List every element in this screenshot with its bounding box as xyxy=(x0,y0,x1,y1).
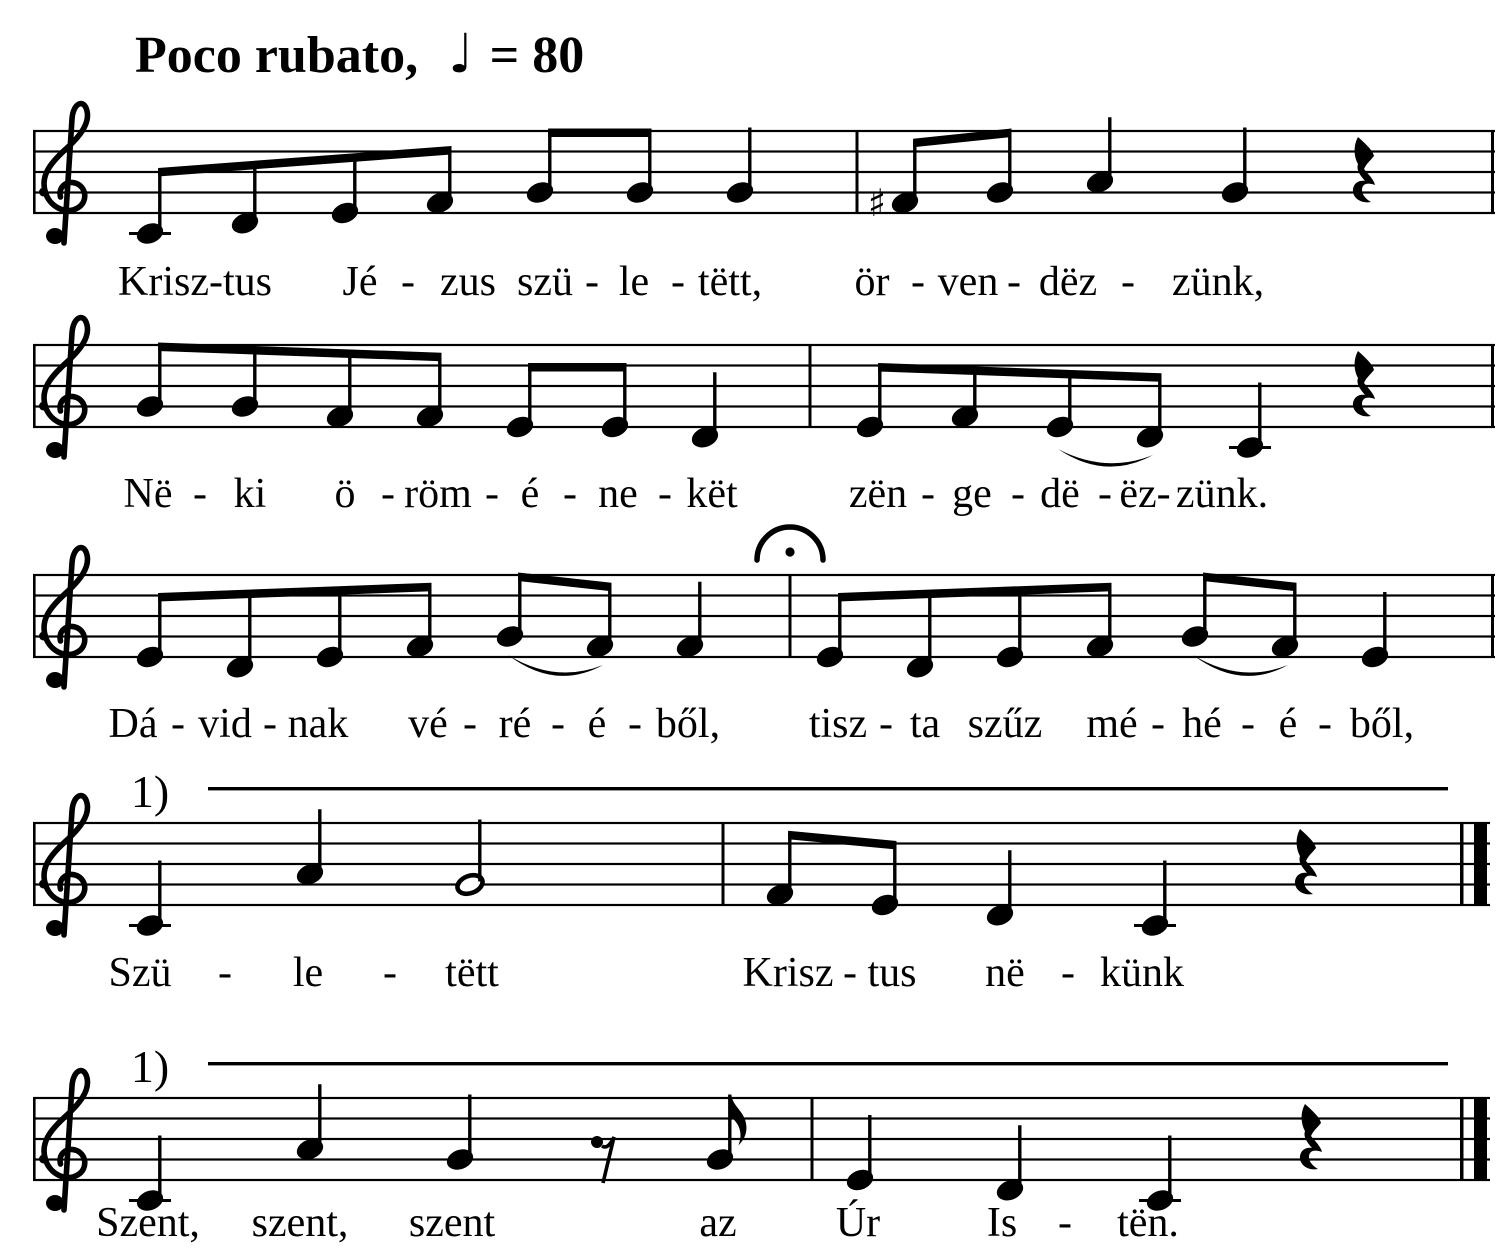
lyric-syllable: - xyxy=(463,701,477,747)
staff-line xyxy=(33,904,1490,906)
fermata-icon xyxy=(757,527,823,560)
lyric-syllable: - xyxy=(218,950,232,996)
treble-clef-spiral-eye xyxy=(39,632,48,641)
lyric-syllable: - xyxy=(1241,701,1255,747)
stem xyxy=(608,585,611,644)
staff-line xyxy=(33,842,1490,844)
lyric-syllable: ré xyxy=(498,701,532,747)
lyric-syllable: - xyxy=(1007,259,1021,305)
lyric-syllable: Në xyxy=(123,471,173,517)
final-barline-thick xyxy=(1474,1098,1487,1180)
stem xyxy=(893,843,896,902)
treble-clef-curve xyxy=(44,318,88,457)
lyric-syllable: ö xyxy=(334,471,356,517)
lyric-syllable: Krisz xyxy=(742,950,834,996)
lyric-syllable: - xyxy=(585,259,599,305)
staff-line xyxy=(33,150,1495,152)
stem xyxy=(788,833,791,892)
final-barline-thin xyxy=(1460,823,1464,905)
lyric-syllable: szent, xyxy=(251,1200,349,1246)
stem xyxy=(973,368,976,413)
lyric-syllable: Szü xyxy=(108,950,172,996)
treble-clef-curve xyxy=(44,548,88,687)
barline xyxy=(856,131,859,213)
staff-line xyxy=(33,1097,1490,1099)
staff-line xyxy=(33,171,1495,173)
stem xyxy=(253,348,256,404)
stem xyxy=(348,351,351,413)
lyric-syllable: szü xyxy=(517,259,573,305)
tempo-value: = 80 xyxy=(489,27,585,84)
lyric-syllable: - xyxy=(921,471,935,517)
lyric-syllable: - xyxy=(1151,701,1165,747)
stem xyxy=(158,170,161,231)
lyric-syllable: - xyxy=(551,701,565,747)
stem xyxy=(1108,117,1111,179)
stem xyxy=(158,345,161,404)
staff-line xyxy=(33,574,1495,576)
lyric-syllable: Is xyxy=(986,1200,1018,1246)
lyric-syllable: szűz xyxy=(967,701,1043,747)
stem xyxy=(1018,1125,1021,1187)
sharp-icon: ♯ xyxy=(867,180,887,225)
stem xyxy=(438,355,441,414)
lyric-syllable: - xyxy=(383,950,397,996)
final-barline-thin xyxy=(1460,1098,1464,1180)
treble-clef-icon xyxy=(39,548,87,688)
lyric-syllable: - xyxy=(843,950,857,996)
volta-line xyxy=(208,1062,1448,1065)
treble-clef-tail-blob xyxy=(46,672,64,688)
stem xyxy=(1008,850,1011,912)
stem xyxy=(1018,588,1021,654)
staff-line xyxy=(33,615,1495,617)
stem xyxy=(748,128,751,190)
barline xyxy=(809,345,812,427)
stem xyxy=(353,155,356,210)
staff-line xyxy=(33,1138,1490,1140)
volta-label: 1) xyxy=(130,766,170,817)
staff-line xyxy=(33,635,1495,637)
staff-line xyxy=(33,883,1490,885)
lyric-syllable: é xyxy=(1278,701,1298,747)
lyric-syllable: - xyxy=(628,701,642,747)
lyric-syllable: zën xyxy=(848,471,908,517)
staff-line xyxy=(33,822,1490,824)
lyric-syllable: ëz- xyxy=(1119,471,1171,517)
stem xyxy=(518,575,521,634)
treble-clef-spiral-eye xyxy=(39,188,48,197)
end-barline xyxy=(1491,345,1494,427)
eighth-rest-dot xyxy=(591,1136,603,1148)
lyric-syllable: ör xyxy=(854,259,890,305)
lyric-syllable: ge xyxy=(952,471,992,517)
beam xyxy=(528,363,626,372)
stem xyxy=(728,1095,731,1157)
treble-clef-curve xyxy=(44,796,88,935)
staff-line xyxy=(33,1158,1490,1160)
stem xyxy=(253,163,256,220)
lyric-syllable: hé xyxy=(1182,701,1222,747)
lyric-syllable: - xyxy=(671,259,685,305)
stem xyxy=(1008,131,1011,190)
tempo-text: Poco rubato, xyxy=(135,27,419,84)
staff-line xyxy=(33,344,1495,346)
stem xyxy=(548,131,551,190)
lyric-syllable: - xyxy=(485,471,499,517)
lyric-syllable: tëtt, xyxy=(697,259,763,305)
system-start-barline xyxy=(33,575,36,657)
lyric-syllable: le xyxy=(292,950,324,996)
stem xyxy=(478,820,481,882)
stem xyxy=(623,365,626,424)
lyric-syllable: le xyxy=(618,259,650,305)
staff-line xyxy=(33,364,1495,366)
barline xyxy=(811,1098,814,1180)
stem xyxy=(1203,575,1206,634)
barline xyxy=(722,823,725,905)
lyric-syllable: - xyxy=(1318,701,1332,747)
lyric-syllable: mé xyxy=(1086,701,1138,747)
lyric-syllable: Krisz-tus xyxy=(118,259,272,305)
stem xyxy=(868,1115,871,1177)
system-start-barline xyxy=(33,131,36,213)
treble-clef-tail-blob xyxy=(46,1195,64,1211)
system-start-barline xyxy=(33,1098,36,1180)
stem xyxy=(713,372,716,434)
treble-clef-tail-blob xyxy=(46,920,64,936)
treble-clef-tail-blob xyxy=(46,228,64,244)
stem xyxy=(318,1084,321,1146)
end-barline xyxy=(1491,131,1494,213)
treble-clef-icon xyxy=(39,104,87,244)
lyric-syllable: Jé xyxy=(342,259,378,305)
beam xyxy=(788,831,896,850)
end-barline xyxy=(1491,575,1494,657)
staff-line xyxy=(33,385,1495,387)
stem xyxy=(158,1136,161,1198)
lyric-syllable: ne xyxy=(598,471,638,517)
quarter-note-icon: ♩ xyxy=(448,22,474,85)
lyric-syllable: - xyxy=(1058,1200,1072,1246)
lyric-syllable: tisz xyxy=(808,701,868,747)
lyric-syllable: - xyxy=(1098,471,1112,517)
lyric-syllable: é xyxy=(520,471,540,517)
lyric-syllable: - xyxy=(879,701,893,747)
lyric-syllable: - xyxy=(193,471,207,517)
lyric-syllable: dëz xyxy=(1038,259,1098,305)
lyric-syllable: ki xyxy=(233,471,267,517)
stem xyxy=(158,861,161,923)
lyric-syllable: ta xyxy=(909,701,941,747)
lyric-syllable: vé xyxy=(408,701,448,747)
lyric-syllable: - xyxy=(401,259,415,305)
final-barline-thick xyxy=(1474,823,1487,905)
stem xyxy=(648,131,651,190)
stem xyxy=(1068,372,1071,424)
stem xyxy=(1168,1136,1171,1198)
stem xyxy=(913,141,916,200)
lyric-syllable: ből, xyxy=(655,701,721,747)
stem xyxy=(428,585,431,644)
lyric-syllable: Szent, xyxy=(96,1200,200,1246)
stem xyxy=(1158,375,1161,434)
lyric-syllable: - xyxy=(563,471,577,517)
lyric-syllable: szent xyxy=(408,1200,496,1246)
stem xyxy=(1258,383,1261,445)
stem xyxy=(928,592,931,665)
lyric-syllable: tus xyxy=(867,950,917,996)
lyric-syllable: zünk, xyxy=(1171,259,1265,305)
treble-clef-spiral-eye xyxy=(39,402,48,411)
treble-clef-curve xyxy=(44,104,88,243)
lyric-syllable: Dá xyxy=(108,701,158,747)
volta-label: 1) xyxy=(130,1041,170,1092)
staff-line xyxy=(33,863,1490,865)
lyric-syllable: - xyxy=(1061,950,1075,996)
lyric-syllable: vid xyxy=(198,701,252,747)
stem xyxy=(698,582,701,644)
treble-clef-tail-blob xyxy=(46,442,64,458)
lyric-syllable: - xyxy=(911,259,925,305)
lyric-syllable: zus xyxy=(440,259,496,305)
lyric-syllable: tën. xyxy=(1117,1200,1179,1246)
stem xyxy=(1108,585,1111,644)
stem xyxy=(838,595,841,654)
beam xyxy=(548,129,651,138)
barline xyxy=(789,575,792,657)
volta-line xyxy=(208,787,1448,790)
lyric-syllable: az xyxy=(699,1200,737,1246)
lyric-syllable: kët xyxy=(686,471,738,517)
stem xyxy=(1383,592,1386,654)
treble-clef-spiral-eye xyxy=(39,880,48,889)
treble-clef-curve xyxy=(44,1071,88,1210)
staff-line xyxy=(33,656,1495,658)
lyric-syllable: nak xyxy=(287,701,349,747)
lyric-syllable: Úr xyxy=(835,1200,881,1246)
stem xyxy=(158,595,161,654)
lyric-syllable: - xyxy=(1011,471,1025,517)
eighth-flag-icon xyxy=(731,1095,746,1146)
slur xyxy=(1058,449,1153,467)
lyric-syllable: tëtt xyxy=(445,950,499,996)
lyric-syllable: zünk. xyxy=(1175,471,1269,517)
beam xyxy=(838,583,1111,602)
lyric-syllable: - xyxy=(1121,259,1135,305)
stem xyxy=(878,365,881,424)
lyric-syllable: në xyxy=(985,950,1025,996)
staff-line xyxy=(33,426,1495,428)
fermata-dot xyxy=(785,547,794,556)
lyric-syllable: - xyxy=(263,701,277,747)
stem xyxy=(468,1095,471,1157)
treble-clef-icon xyxy=(39,796,87,936)
system-start-barline xyxy=(33,823,36,905)
system-start-barline xyxy=(33,345,36,427)
beam xyxy=(158,583,431,602)
staff-line xyxy=(33,1179,1490,1181)
staff-line xyxy=(33,1117,1490,1119)
treble-clef-icon xyxy=(39,1071,87,1211)
stem xyxy=(318,809,321,871)
staff-line xyxy=(33,191,1495,193)
slur xyxy=(1193,655,1288,676)
staff-line xyxy=(33,130,1495,132)
lyric-syllable: röm xyxy=(404,471,472,517)
treble-clef-spiral-eye xyxy=(39,1155,48,1164)
treble-clef-icon xyxy=(39,318,87,458)
stem xyxy=(448,148,451,200)
lyric-syllable: - xyxy=(381,471,395,517)
stem xyxy=(528,365,531,424)
lyric-syllable: - xyxy=(171,701,185,747)
lyric-syllable: künk xyxy=(1100,950,1184,996)
stem xyxy=(1163,861,1166,923)
stem xyxy=(248,592,251,665)
lyric-syllable: - xyxy=(658,471,672,517)
lyric-syllable: ven xyxy=(937,259,999,305)
lyric-syllable: dë xyxy=(1040,471,1080,517)
stem xyxy=(1293,585,1296,644)
stem xyxy=(1243,128,1246,190)
stem xyxy=(338,588,341,654)
lyric-syllable: ből, xyxy=(1349,701,1415,747)
lyric-syllable: é xyxy=(587,701,607,747)
slur xyxy=(508,655,603,676)
